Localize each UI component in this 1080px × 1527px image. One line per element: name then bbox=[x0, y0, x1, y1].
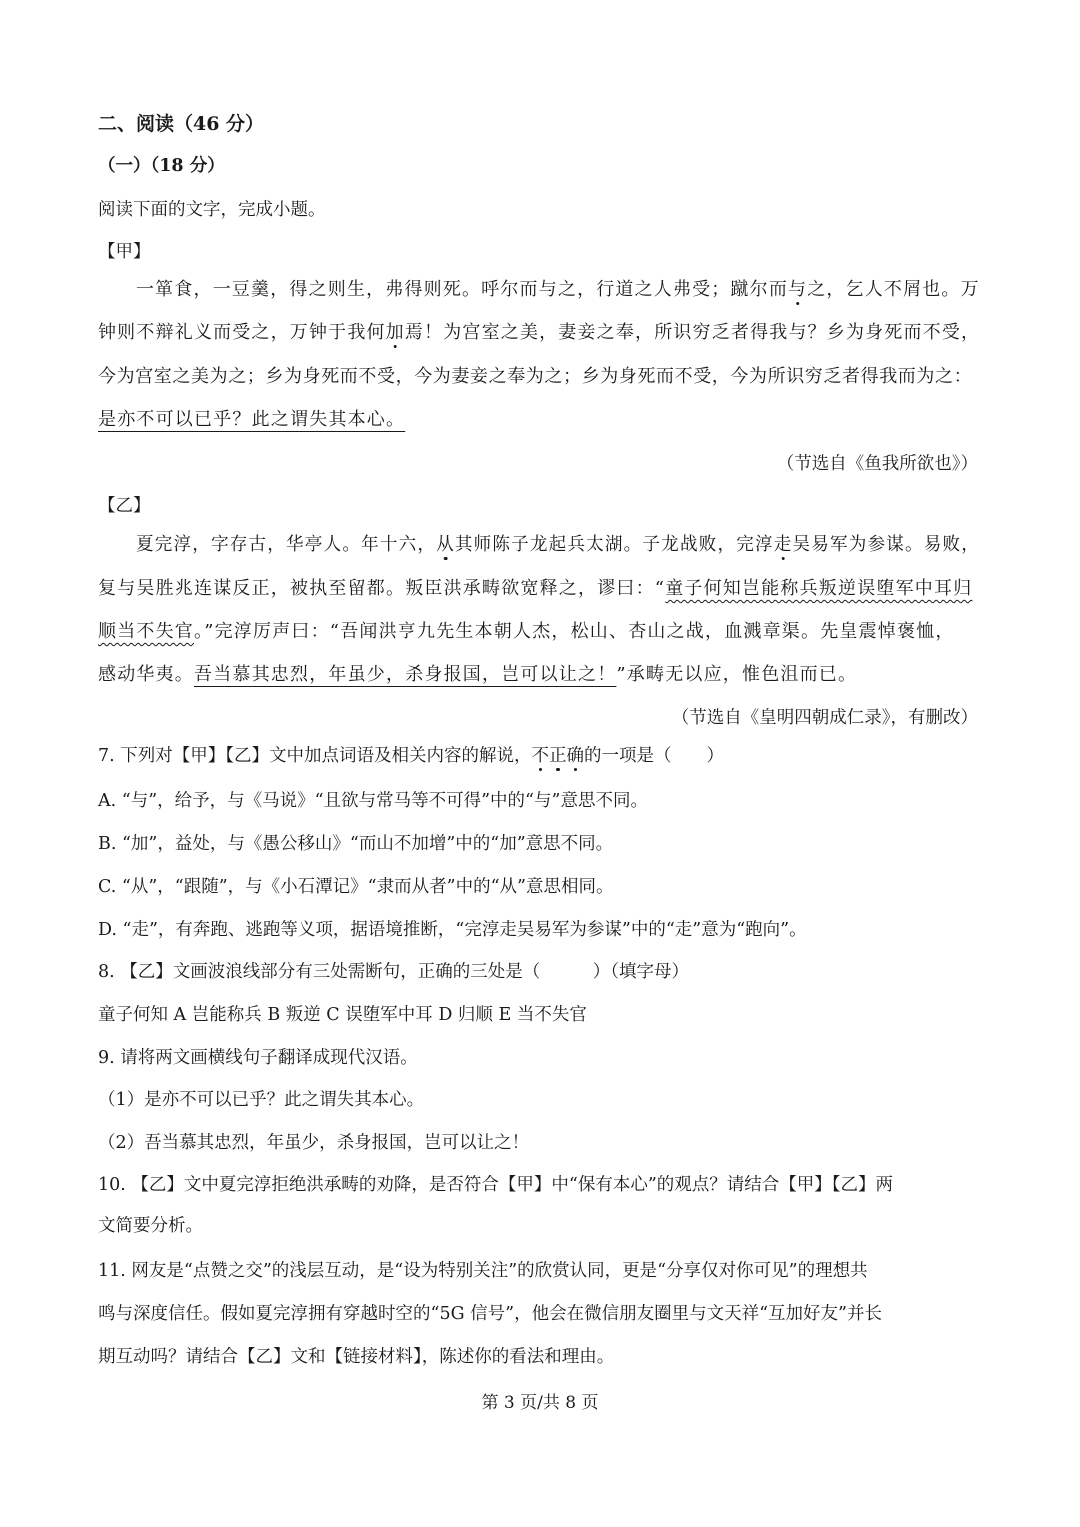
jia-source: （节选自《鱼我所欲也》） bbox=[776, 454, 978, 474]
question-8-options: 童子何知 A 岂能称兵 B 叛逆 C 误堕军中耳 D 归顺 E 当不失官 bbox=[98, 1005, 587, 1025]
underlined-sentence-1: 是亦不可以已乎？此之谓失其本心。 bbox=[98, 409, 406, 430]
jia-label: 【甲】 bbox=[98, 242, 151, 262]
yi-line-3: 顺当不失官。”完淳厉声曰：“吾闻洪亨九先生本朝人杰，松山、杏山之战，血溅章渠。先皇震悼褒恤， bbox=[98, 621, 955, 642]
question-7-option-d: D. “走”，有奔跑、逃跑等义项，据语境推断，“完淳走吴易军为参谋”中的“走”意为“跑向”。 bbox=[98, 920, 807, 940]
underlined-sentence-2: 吾当慕其忠烈，年虽少，杀身报国，岂可以让之！ bbox=[194, 664, 617, 685]
question-10-line-2: 文简要分析。 bbox=[98, 1216, 203, 1236]
yi-source: （节选自《皇明四朝成仁录》，有删改） bbox=[671, 708, 978, 728]
dotted-word-yu: 与 bbox=[788, 279, 808, 300]
question-9: 9. 请将两文画横线句子翻译成现代汉语。 bbox=[98, 1048, 418, 1068]
yi-label: 【乙】 bbox=[98, 496, 151, 516]
question-7-option-c: C. “从”，“跟随”，与《小石潭记》“隶而从者”中的“从”意思相同。 bbox=[98, 877, 614, 897]
dotted-word-cong: 从 bbox=[436, 534, 455, 555]
dotted-word-zou: 走 bbox=[773, 534, 793, 555]
question-11-line-1: 11. 网友是“点赞之交”的浅层互动，是“设为特别关注”的欣赏认同，更是“分享仅对你可见”的理想共 bbox=[98, 1261, 868, 1281]
jia-line-4 bbox=[98, 407, 405, 433]
question-9-item-2: （2）吾当慕其忠烈，年虽少，杀身报国，岂可以让之！ bbox=[98, 1133, 530, 1153]
jia-line-3: 今为宫室之美为之；乡为身死而不受，今为妻妾之奉为之；乡为身死而不受，今为所识穷乏者得我而为之： bbox=[98, 366, 973, 387]
question-11-line-2: 鸣与深度信任。假如夏完淳拥有穿越时空的“5G 信号”，他会在微信朋友圈里与文天祥“互加好友”并长 bbox=[98, 1304, 882, 1324]
yi-line-4: 感动华夷。吾当慕其忠烈，年虽少，杀身报国，岂可以让之！”承畴无以应，惟色沮而已。 bbox=[98, 664, 858, 685]
instruction: 阅读下面的文字，完成小题。 bbox=[98, 200, 326, 220]
question-8: 8. 【乙】文画波浪线部分有三处需断句，正确的三处是（ ）（填字母） bbox=[98, 962, 690, 982]
jia-line-1: 一箪食，一豆羹，得之则生，弗得则死。呼尔而与之，行道之人弗受；蹴尔而与之，乞人不屑也。万 bbox=[136, 279, 980, 300]
question-9-item-1: （1）是亦不可以已乎？此之谓失其本心。 bbox=[98, 1090, 425, 1110]
yi-line-1: 夏完淳，字存古，华亭人。年十六，从其师陈子龙起兵太湖。子龙战败，完淳走吴易军为参谋。易败， bbox=[136, 534, 981, 555]
question-7-option-b: B. “加”，益处，与《愚公移山》“而山不加增”中的“加”意思不同。 bbox=[98, 834, 614, 854]
question-11-line-3: 期互动吗？请结合【乙】文和【链接材料】，陈述你的看法和理由。 bbox=[98, 1347, 615, 1367]
question-7-option-a: A. “与”，给予，与《马说》“且欲与常马等不可得”中的“与”意思不同。 bbox=[98, 791, 648, 811]
question-10-line-1: 10. 【乙】文中夏完淳拒绝洪承畴的劝降，是否符合【甲】中“保有本心”的观点？请结合【甲】【乙】两 bbox=[98, 1175, 894, 1195]
part-title: （一）（18 分） bbox=[98, 156, 225, 176]
wavy-sentence: 童子何知岂能称兵叛逆误堕军中耳归 bbox=[665, 578, 973, 599]
jia-line-2: 钟则不辩礼义而受之，万钟于我何加焉！为宫室之美，妻妾之奉，所识穷乏者得我与？乡为身死而不受， bbox=[98, 322, 981, 343]
page-number: 第 3 页/共 8 页 bbox=[481, 1393, 599, 1413]
wavy-sentence-end: 顺当不失官 bbox=[98, 621, 194, 642]
dotted-word-jia: 加 bbox=[385, 322, 405, 343]
question-7: 7. 下列对【甲】【乙】文中加点词语及相关内容的解说，不正确的一项是（ ） bbox=[98, 746, 725, 766]
yi-line-2: 复与吴胜兆连谋反正，被执至留都。叛臣洪承畴欲宽释之，谬曰：“童子何知岂能称兵叛逆误堕军中耳归 bbox=[98, 578, 973, 599]
section-title: 二、阅读（46 分） bbox=[98, 113, 265, 135]
